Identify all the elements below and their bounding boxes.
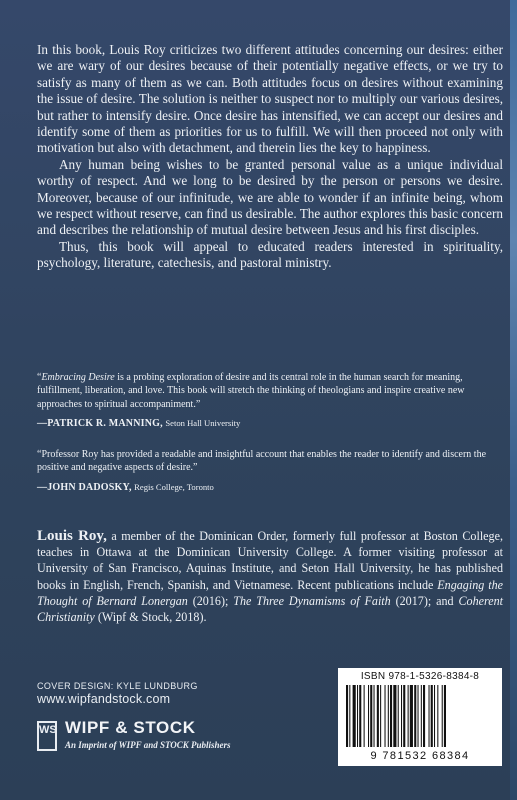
barcode-bar <box>390 685 392 747</box>
publisher-website: www.wipfandstock.com <box>37 692 171 706</box>
description-paragraph-3: Thus, this book will appeal to educated readers interested in spirituality, psychology, literature, catechesis, and pastoral ministry. <box>37 238 503 271</box>
endorsements <box>37 371 499 512</box>
book-title-italic: Engaging the Thought of Bernard Lonergan <box>37 577 504 608</box>
barcode-bar <box>442 685 443 747</box>
book-title-italic: Embracing Desire <box>41 372 115 383</box>
barcode-bar <box>437 685 438 747</box>
barcode-bar <box>421 685 422 747</box>
description-paragraph-1: In this book, Louis Roy criticizes two different attitudes concerning our desires: either we are wary of our desires because of their potentially negative effects, or we try to satisfy as many of them as we can. Both attitudes focus on desires without examining the issue of desire. The solution is neither to suspect nor to multiply our various desires, but rather to intensify desire. Once desire has intensified, we can accept our desires and identify some of them as priorities for us to fulfill. We will then proceed not only with motivation but also with detachment, and therein lies the key to happiness. <box>37 42 503 156</box>
book-description <box>37 42 503 272</box>
endorser-affiliation: Seton Hall University <box>165 417 241 428</box>
cover-credits <box>37 681 198 706</box>
barcode-bar <box>353 685 356 747</box>
barcode-bar <box>359 685 361 747</box>
barcode-bar <box>349 685 350 747</box>
description-paragraph-2: Any human being wishes to be granted personal value as a unique individual worthy of respect. And we long to be desired by the person or persons we desire. Moreover, because of our infinitude, we are able to wonder if an infinite being, whom we respect without reserve, can find us desirable. The author explores this basic concern and describes the relationship of mutual desire between Jesus and his first disciples. <box>37 156 503 238</box>
barcode-bar <box>370 685 372 747</box>
barcode-bar <box>368 685 369 747</box>
spine-edge <box>510 0 517 800</box>
publisher-logo-icon: WS <box>37 721 57 751</box>
barcode-bar <box>357 685 358 747</box>
barcode-bar <box>403 685 405 747</box>
barcode-bar <box>408 685 409 747</box>
barcode-bar <box>418 685 419 747</box>
endorsement-attribution <box>37 481 499 494</box>
isbn-barcode <box>338 668 502 766</box>
barcode-bar <box>346 685 348 747</box>
endorser-affiliation: Regis College, Toronto <box>134 481 214 492</box>
endorsement-quote: “Professor Roy has provided a readable and insightful account that enables the reader to identify and discern the positive and negative aspects of desire.” <box>37 449 487 474</box>
barcode-icon <box>346 685 494 751</box>
cover-design-credit: COVER DESIGN: KYLE LUNDBURG <box>37 681 198 691</box>
barcode-digits: 9 781532 68384 <box>370 750 470 762</box>
author-name: Louis Roy, <box>37 528 107 544</box>
endorser-name: —PATRICK R. MANNING, <box>37 417 163 429</box>
publisher-brand <box>37 718 237 758</box>
barcode-bar <box>385 685 386 747</box>
book-title-italic: Coherent Christianity <box>37 593 504 625</box>
barcode-bar <box>388 685 389 747</box>
author-bio: Louis Roy, a member of the Dominican Order, formerly full professor at Boston College, teaches in Ottawa at the Dominican University College. A former visiting professor at University of San Francisco, Aquinas Institute, and Seton Hall University, he has published books in English, French, Spanish, and Vietnamese. Recent publications include Engaging the Thought of Bernard Lonergan (2016); The Three Dynamisms of Faith (2017); and Coherent Christianity (Wipf & Stock, 2018). <box>37 528 504 625</box>
barcode-bar <box>401 685 402 747</box>
endorsement-2 <box>37 448 499 494</box>
isbn-label: ISBN 978-1-5326-8384-8 <box>360 671 480 682</box>
barcode-bar <box>364 685 365 747</box>
barcode-bar <box>423 685 425 747</box>
barcode-bar <box>410 685 413 747</box>
barcode-bar <box>374 685 375 747</box>
barcode-bar <box>434 685 435 747</box>
barcode-bar <box>414 685 416 747</box>
barcode-bar <box>429 685 430 747</box>
publisher-name: WIPF & STOCK <box>65 718 196 737</box>
barcode-bar <box>444 685 446 747</box>
barcode-bar <box>398 685 399 747</box>
endorsement-attribution <box>37 417 499 430</box>
book-title-italic: The Three Dynamisms of Faith <box>233 593 391 608</box>
endorsement-1 <box>37 371 499 430</box>
barcode-bar <box>393 685 396 747</box>
barcode-bar <box>377 685 379 747</box>
endorser-name: —JOHN DADOSKY, <box>37 481 132 493</box>
endorsement-quote: “Embracing Desire is a probing exploration of desire and its central role in the human search for meaning, fulfillment, liberation, and love. This book will stretch the thinking of theologians and inspire creative new approaches to spiritual accompaniment.” <box>37 372 465 410</box>
publisher-imprint: An Imprint of WIPF and STOCK Publishers <box>65 740 231 750</box>
barcode-bar <box>380 685 381 747</box>
barcode-bar <box>431 685 433 747</box>
